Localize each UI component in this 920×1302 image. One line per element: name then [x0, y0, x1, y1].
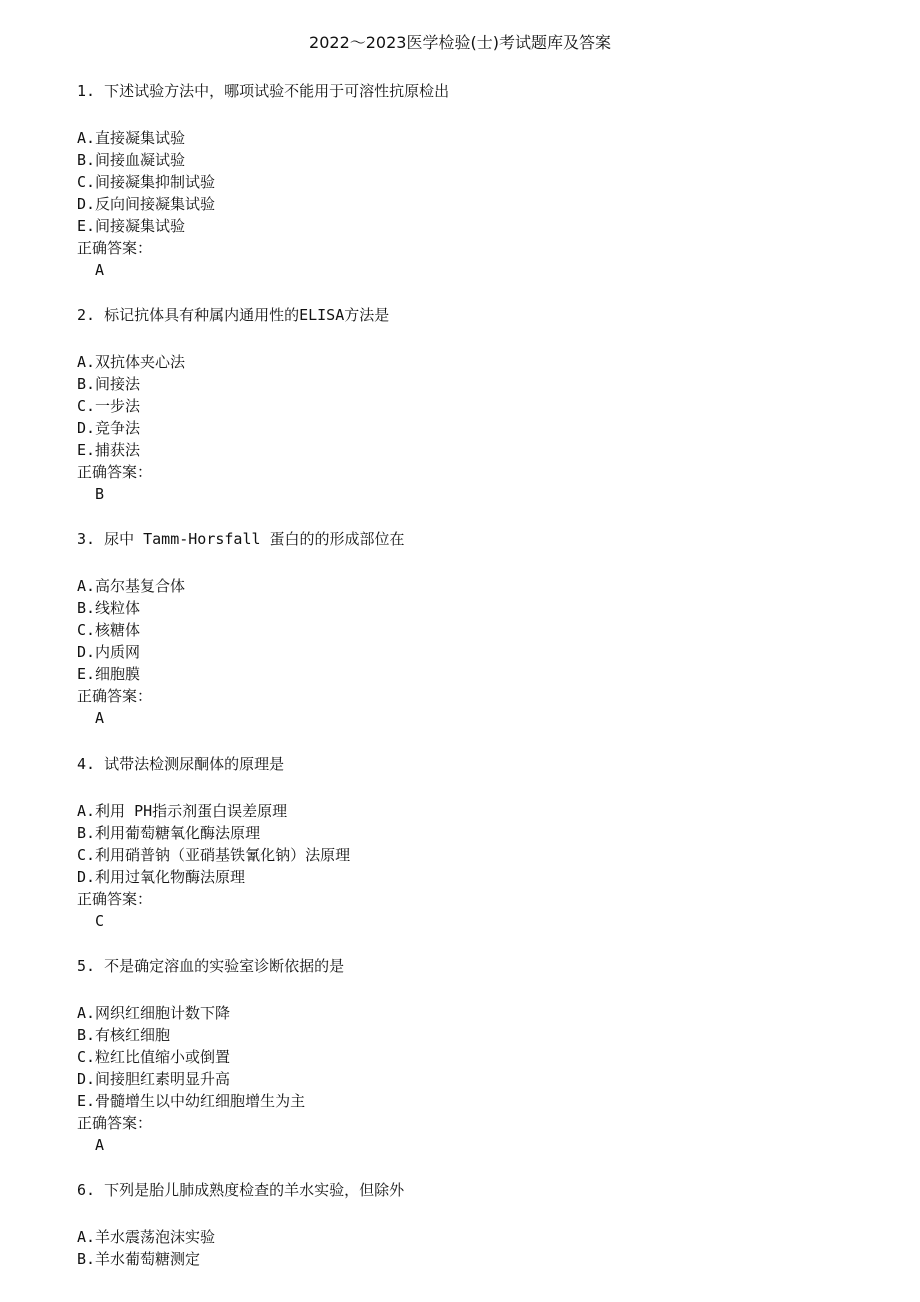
option-b: B.间接血凝试验 [77, 151, 186, 169]
option-b: B.间接法 [77, 375, 141, 393]
answer-label: 正确答案： [77, 1114, 153, 1132]
option-c: C.间接凝集抑制试验 [77, 173, 216, 191]
answer-value: B [95, 485, 105, 503]
answer-value: A [95, 1136, 105, 1154]
answer-value: A [95, 709, 105, 727]
option-c: C.粒红比值缩小或倒置 [77, 1048, 231, 1066]
answer-value: C [95, 912, 105, 930]
option-b: B.线粒体 [77, 599, 141, 617]
question-3 [77, 529, 877, 729]
option-a: A.直接凝集试验 [77, 129, 186, 147]
option-d: D.反向间接凝集试验 [77, 195, 216, 213]
question-6 [77, 1180, 877, 1270]
answer-label: 正确答案： [77, 890, 153, 908]
option-a: A.羊水震荡泡沫实验 [77, 1228, 216, 1246]
option-list [77, 1226, 877, 1270]
question-stem: 4. 试带法检测尿酮体的原理是 [77, 755, 285, 773]
question-4 [77, 754, 877, 932]
question-stem: 6. 下列是胎儿肺成熟度检查的羊水实验，但除外 [77, 1181, 405, 1199]
option-e: E.细胞膜 [77, 665, 141, 683]
option-d: D.竞争法 [77, 419, 141, 437]
question-stem: 3. 尿中 Tamm-Horsfall 蛋白的的形成部位在 [77, 530, 405, 548]
option-d: D.利用过氧化物酶法原理 [77, 868, 246, 886]
option-list [77, 351, 877, 461]
option-c: C.一步法 [77, 397, 141, 415]
option-e: E.骨髓增生以中幼红细胞增生为主 [77, 1092, 306, 1110]
option-e: E.间接凝集试验 [77, 217, 186, 235]
answer-label: 正确答案： [77, 687, 153, 705]
answer-label: 正确答案： [77, 239, 153, 257]
question-stem: 1. 下述试验方法中，哪项试验不能用于可溶性抗原检出 [77, 82, 450, 100]
option-c: C.利用硝普钠（亚硝基铁氰化钠）法原理 [77, 846, 351, 864]
question-stem: 2. 标记抗体具有种属内通用性的ELISA方法是 [77, 306, 390, 324]
option-d: D.内质网 [77, 643, 141, 661]
answer-value: A [95, 261, 105, 279]
option-a: A.网织红细胞计数下降 [77, 1004, 231, 1022]
option-d: D.间接胆红素明显升高 [77, 1070, 231, 1088]
question-2 [77, 305, 877, 505]
option-list [77, 1002, 877, 1112]
question-5 [77, 956, 877, 1156]
option-a: A.高尔基复合体 [77, 577, 186, 595]
option-c: C.核糖体 [77, 621, 141, 639]
question-1 [77, 81, 877, 281]
option-a: A.利用 PH指示剂蛋白误差原理 [77, 802, 288, 820]
option-list [77, 800, 877, 888]
question-stem: 5. 不是确定溶血的实验室诊断依据的是 [77, 957, 345, 975]
option-list [77, 575, 877, 685]
option-b: B.羊水葡萄糖测定 [77, 1250, 201, 1268]
option-e: E.捕获法 [77, 441, 141, 459]
answer-label: 正确答案： [77, 463, 153, 481]
option-b: B.利用葡萄糖氧化酶法原理 [77, 824, 261, 842]
document-title: 2022～2023医学检验(士)考试题库及答案 [309, 33, 611, 52]
option-a: A.双抗体夹心法 [77, 353, 186, 371]
option-list [77, 127, 877, 237]
option-b: B.有核红细胞 [77, 1026, 171, 1044]
